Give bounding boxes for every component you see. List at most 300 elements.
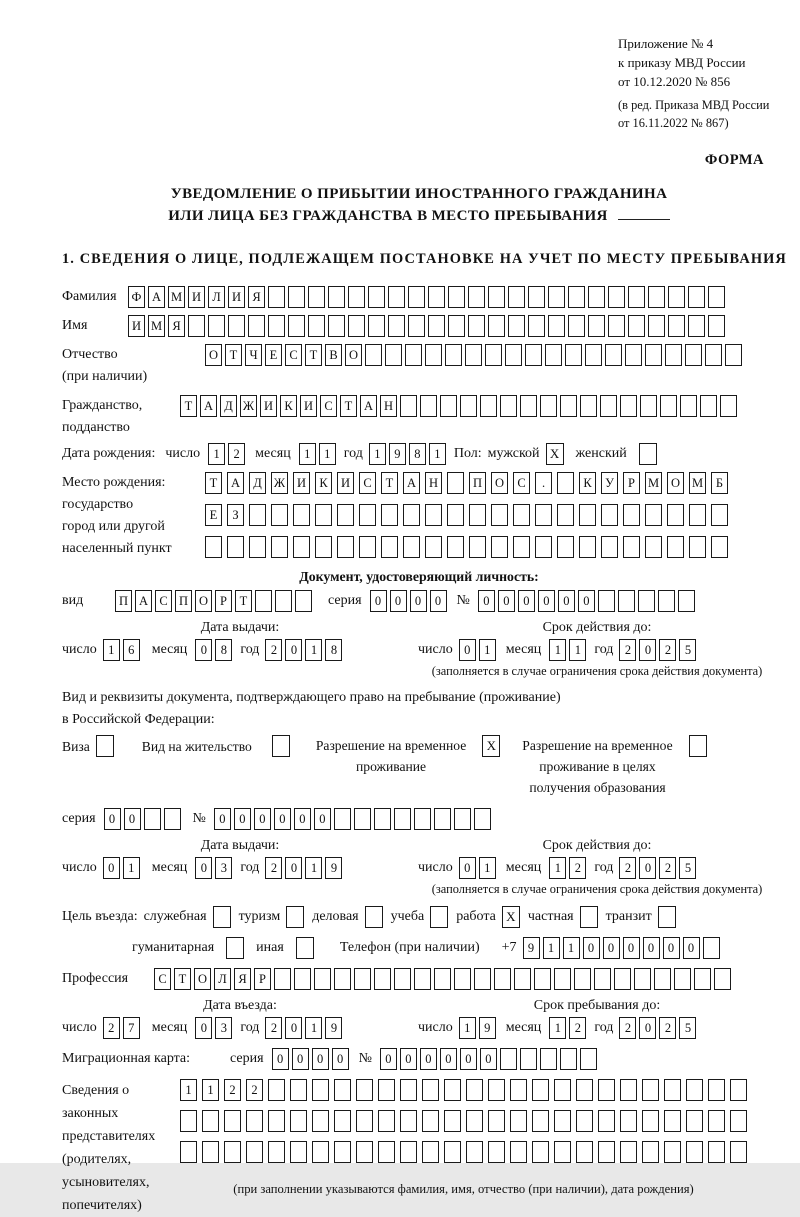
cell[interactable]: У xyxy=(601,472,618,494)
cell[interactable] xyxy=(532,1110,549,1132)
cell[interactable] xyxy=(678,590,695,612)
cell[interactable]: 8 xyxy=(215,639,232,661)
cell[interactable] xyxy=(554,1141,571,1163)
cell[interactable] xyxy=(598,590,615,612)
cell[interactable]: 0 xyxy=(294,808,311,830)
cell[interactable]: Т xyxy=(205,472,222,494)
cell[interactable]: 5 xyxy=(679,857,696,879)
cell[interactable]: 1 xyxy=(305,639,322,661)
surname-cells[interactable] xyxy=(128,286,725,308)
cell[interactable]: Т xyxy=(305,344,322,366)
patronymic-cells[interactable] xyxy=(205,344,742,366)
cell[interactable] xyxy=(576,1110,593,1132)
residence-valid-year-cells[interactable] xyxy=(619,857,696,879)
cell[interactable]: А xyxy=(148,286,165,308)
cell[interactable] xyxy=(428,286,445,308)
cell[interactable]: 9 xyxy=(523,937,540,959)
cell[interactable] xyxy=(711,504,728,526)
cell[interactable] xyxy=(708,1079,725,1101)
cell[interactable]: Л xyxy=(214,968,231,990)
cell[interactable]: 0 xyxy=(400,1048,417,1070)
cell[interactable]: С xyxy=(285,344,302,366)
cell[interactable]: 1 xyxy=(123,857,140,879)
cell[interactable]: Е xyxy=(265,344,282,366)
cell[interactable]: Ф xyxy=(128,286,145,308)
cell[interactable] xyxy=(224,1110,241,1132)
cell[interactable]: 1 xyxy=(563,937,580,959)
cell[interactable] xyxy=(648,286,665,308)
cell[interactable]: 0 xyxy=(254,808,271,830)
cell[interactable]: 0 xyxy=(663,937,680,959)
cell[interactable] xyxy=(645,536,662,558)
cell[interactable] xyxy=(508,286,525,308)
cell[interactable]: Т xyxy=(340,395,357,417)
cell[interactable] xyxy=(488,286,505,308)
cell[interactable]: 1 xyxy=(543,937,560,959)
cell[interactable]: 0 xyxy=(274,808,291,830)
cell[interactable] xyxy=(634,968,651,990)
cell[interactable] xyxy=(491,536,508,558)
cell[interactable] xyxy=(689,536,706,558)
cell[interactable] xyxy=(545,344,562,366)
cell[interactable] xyxy=(601,504,618,526)
cell[interactable]: 2 xyxy=(246,1079,263,1101)
cell[interactable] xyxy=(144,808,161,830)
visa-checkbox[interactable] xyxy=(96,735,114,757)
cell[interactable]: О xyxy=(491,472,508,494)
profession-cells[interactable] xyxy=(154,968,731,990)
cell[interactable]: 2 xyxy=(569,857,586,879)
cell[interactable]: 8 xyxy=(325,639,342,661)
cell[interactable]: 2 xyxy=(619,639,636,661)
cell[interactable] xyxy=(688,315,705,337)
cell[interactable]: 2 xyxy=(265,1017,282,1039)
cell[interactable]: П xyxy=(175,590,192,612)
migration-card-number-cells[interactable] xyxy=(380,1048,597,1070)
cell[interactable] xyxy=(422,1110,439,1132)
identity-issue-year-cells[interactable] xyxy=(265,639,342,661)
cell[interactable]: С xyxy=(359,472,376,494)
entry-year-cells[interactable] xyxy=(265,1017,342,1039)
cell[interactable]: 0 xyxy=(623,937,640,959)
cell[interactable]: К xyxy=(579,472,596,494)
cell[interactable] xyxy=(594,968,611,990)
cell[interactable]: 0 xyxy=(272,1048,289,1070)
cell[interactable] xyxy=(408,315,425,337)
cell[interactable] xyxy=(730,1110,747,1132)
cell[interactable] xyxy=(202,1110,219,1132)
stay-year-cells[interactable] xyxy=(619,1017,696,1039)
cell[interactable] xyxy=(394,808,411,830)
cell[interactable] xyxy=(294,968,311,990)
cell[interactable] xyxy=(188,315,205,337)
cell[interactable] xyxy=(400,1141,417,1163)
cell[interactable] xyxy=(315,536,332,558)
cell[interactable] xyxy=(414,968,431,990)
cell[interactable] xyxy=(466,1141,483,1163)
cell[interactable] xyxy=(513,504,530,526)
cell[interactable]: 1 xyxy=(569,639,586,661)
identity-valid-year-cells[interactable] xyxy=(619,639,696,661)
birth-year-cells[interactable] xyxy=(369,443,446,465)
cell[interactable] xyxy=(468,286,485,308)
cell[interactable] xyxy=(520,1048,537,1070)
cell[interactable] xyxy=(466,1079,483,1101)
cell[interactable] xyxy=(354,968,371,990)
cell[interactable] xyxy=(249,504,266,526)
stay-month-cells[interactable] xyxy=(549,1017,586,1039)
cell[interactable] xyxy=(667,536,684,558)
cell[interactable] xyxy=(720,395,737,417)
cell[interactable] xyxy=(348,315,365,337)
cell[interactable]: 0 xyxy=(603,937,620,959)
cell[interactable] xyxy=(580,395,597,417)
cell[interactable] xyxy=(568,286,585,308)
cell[interactable]: 0 xyxy=(195,639,212,661)
cell[interactable]: Л xyxy=(208,286,225,308)
cell[interactable] xyxy=(620,1110,637,1132)
cell[interactable] xyxy=(288,286,305,308)
cell[interactable] xyxy=(568,315,585,337)
cell[interactable]: 1 xyxy=(305,857,322,879)
cell[interactable] xyxy=(628,315,645,337)
cell[interactable] xyxy=(598,1079,615,1101)
cell[interactable]: Б xyxy=(711,472,728,494)
cell[interactable] xyxy=(434,968,451,990)
citizenship-cells[interactable] xyxy=(180,395,737,417)
cell[interactable] xyxy=(314,968,331,990)
cell[interactable] xyxy=(665,344,682,366)
cell[interactable]: Я xyxy=(248,286,265,308)
residence-issue-year-cells[interactable] xyxy=(265,857,342,879)
cell[interactable]: Т xyxy=(235,590,252,612)
cell[interactable] xyxy=(557,536,574,558)
cell[interactable] xyxy=(293,536,310,558)
cell[interactable] xyxy=(348,286,365,308)
cell[interactable] xyxy=(598,1141,615,1163)
cell[interactable]: 1 xyxy=(180,1079,197,1101)
cell[interactable]: Р xyxy=(623,472,640,494)
cell[interactable] xyxy=(434,808,451,830)
cell[interactable] xyxy=(686,1110,703,1132)
cell[interactable]: Т xyxy=(180,395,197,417)
cell[interactable] xyxy=(356,1110,373,1132)
residence-permit-checkbox[interactable] xyxy=(272,735,290,757)
cell[interactable] xyxy=(491,504,508,526)
cell[interactable] xyxy=(708,1141,725,1163)
cell[interactable]: 2 xyxy=(265,857,282,879)
cell[interactable] xyxy=(560,1048,577,1070)
cell[interactable]: О xyxy=(194,968,211,990)
cell[interactable]: Я xyxy=(234,968,251,990)
cell[interactable] xyxy=(290,1079,307,1101)
cell[interactable] xyxy=(488,1079,505,1101)
cell[interactable] xyxy=(642,1079,659,1101)
cell[interactable]: Ж xyxy=(240,395,257,417)
cell[interactable] xyxy=(422,1079,439,1101)
cell[interactable] xyxy=(359,536,376,558)
cell[interactable] xyxy=(374,808,391,830)
cell[interactable] xyxy=(425,504,442,526)
cell[interactable] xyxy=(588,315,605,337)
cell[interactable] xyxy=(645,504,662,526)
cell[interactable] xyxy=(447,472,464,494)
cell[interactable]: М xyxy=(689,472,706,494)
cell[interactable]: Т xyxy=(225,344,242,366)
cell[interactable]: И xyxy=(128,315,145,337)
cell[interactable] xyxy=(405,344,422,366)
cell[interactable] xyxy=(403,536,420,558)
cell[interactable]: 1 xyxy=(103,639,120,661)
cell[interactable] xyxy=(708,286,725,308)
cell[interactable] xyxy=(528,315,545,337)
cell[interactable]: Ч xyxy=(245,344,262,366)
cell[interactable]: С xyxy=(155,590,172,612)
cell[interactable] xyxy=(640,395,657,417)
cell[interactable] xyxy=(469,504,486,526)
cell[interactable]: 2 xyxy=(619,1017,636,1039)
cell[interactable] xyxy=(554,968,571,990)
cell[interactable] xyxy=(444,1141,461,1163)
cell[interactable]: О xyxy=(205,344,222,366)
cell[interactable] xyxy=(334,1110,351,1132)
purpose-tourism-checkbox[interactable] xyxy=(286,906,304,928)
cell[interactable] xyxy=(505,344,522,366)
cell[interactable] xyxy=(554,1110,571,1132)
cell[interactable] xyxy=(425,536,442,558)
cell[interactable]: 0 xyxy=(538,590,555,612)
cell[interactable] xyxy=(400,395,417,417)
cell[interactable] xyxy=(725,344,742,366)
cell[interactable] xyxy=(540,1048,557,1070)
cell[interactable]: 5 xyxy=(679,639,696,661)
cell[interactable]: К xyxy=(315,472,332,494)
identity-issue-month-cells[interactable] xyxy=(195,639,232,661)
cell[interactable] xyxy=(274,968,291,990)
cell[interactable] xyxy=(228,315,245,337)
cell[interactable] xyxy=(381,536,398,558)
cell[interactable]: Р xyxy=(215,590,232,612)
cell[interactable] xyxy=(227,536,244,558)
cell[interactable]: 0 xyxy=(518,590,535,612)
cell[interactable] xyxy=(664,1079,681,1101)
cell[interactable]: 0 xyxy=(558,590,575,612)
cell[interactable]: Я xyxy=(168,315,185,337)
cell[interactable] xyxy=(525,344,542,366)
cell[interactable] xyxy=(337,536,354,558)
cell[interactable] xyxy=(359,504,376,526)
cell[interactable]: М xyxy=(168,286,185,308)
purpose-transit-checkbox[interactable] xyxy=(658,906,676,928)
residence-issue-month-cells[interactable] xyxy=(195,857,232,879)
guardians-cells-row1[interactable] xyxy=(180,1079,747,1101)
cell[interactable]: И xyxy=(228,286,245,308)
cell[interactable] xyxy=(658,590,675,612)
guardians-cells-row3[interactable] xyxy=(180,1141,747,1163)
cell[interactable] xyxy=(460,395,477,417)
cell[interactable] xyxy=(447,504,464,526)
cell[interactable]: 1 xyxy=(299,443,316,465)
cell[interactable] xyxy=(685,344,702,366)
cell[interactable] xyxy=(465,344,482,366)
cell[interactable] xyxy=(648,315,665,337)
cell[interactable] xyxy=(378,1079,395,1101)
birthplace-cells-row2[interactable] xyxy=(205,504,728,526)
cell[interactable]: 0 xyxy=(370,590,387,612)
cell[interactable] xyxy=(554,1079,571,1101)
cell[interactable] xyxy=(394,968,411,990)
cell[interactable]: 2 xyxy=(224,1079,241,1101)
birthplace-cells-row1[interactable] xyxy=(205,472,728,494)
cell[interactable] xyxy=(664,1110,681,1132)
cell[interactable]: 0 xyxy=(214,808,231,830)
cell[interactable]: О xyxy=(345,344,362,366)
cell[interactable] xyxy=(328,315,345,337)
cell[interactable]: И xyxy=(260,395,277,417)
cell[interactable] xyxy=(605,344,622,366)
cell[interactable] xyxy=(290,1110,307,1132)
birth-day-cells[interactable] xyxy=(208,443,245,465)
cell[interactable] xyxy=(520,395,537,417)
cell[interactable] xyxy=(378,1141,395,1163)
cell[interactable] xyxy=(180,1141,197,1163)
cell[interactable] xyxy=(680,395,697,417)
cell[interactable] xyxy=(660,395,677,417)
cell[interactable] xyxy=(510,1141,527,1163)
cell[interactable] xyxy=(528,286,545,308)
cell[interactable] xyxy=(705,344,722,366)
cell[interactable]: 0 xyxy=(459,857,476,879)
female-checkbox[interactable] xyxy=(639,443,657,465)
cell[interactable]: 0 xyxy=(285,857,302,879)
cell[interactable] xyxy=(608,286,625,308)
cell[interactable] xyxy=(334,1141,351,1163)
cell[interactable]: 7 xyxy=(123,1017,140,1039)
cell[interactable] xyxy=(447,536,464,558)
cell[interactable]: Т xyxy=(381,472,398,494)
cell[interactable] xyxy=(474,808,491,830)
cell[interactable]: 0 xyxy=(420,1048,437,1070)
purpose-humanitarian-checkbox[interactable] xyxy=(226,937,244,959)
cell[interactable]: Ж xyxy=(271,472,288,494)
cell[interactable] xyxy=(205,536,222,558)
cell[interactable] xyxy=(540,395,557,417)
cell[interactable] xyxy=(623,536,640,558)
cell[interactable] xyxy=(598,1110,615,1132)
cell[interactable] xyxy=(468,315,485,337)
cell[interactable] xyxy=(428,315,445,337)
cell[interactable] xyxy=(500,395,517,417)
cell[interactable] xyxy=(374,968,391,990)
identity-valid-day-cells[interactable] xyxy=(459,639,496,661)
cell[interactable] xyxy=(295,590,312,612)
cell[interactable] xyxy=(249,536,266,558)
cell[interactable]: 1 xyxy=(549,857,566,879)
cell[interactable]: 0 xyxy=(312,1048,329,1070)
cell[interactable] xyxy=(368,286,385,308)
cell[interactable]: 0 xyxy=(430,590,447,612)
cell[interactable] xyxy=(711,536,728,558)
cell[interactable]: Д xyxy=(220,395,237,417)
cell[interactable]: 0 xyxy=(124,808,141,830)
cell[interactable] xyxy=(614,968,631,990)
cell[interactable]: З xyxy=(227,504,244,526)
cell[interactable] xyxy=(480,395,497,417)
cell[interactable]: 1 xyxy=(479,639,496,661)
cell[interactable]: 1 xyxy=(208,443,225,465)
cell[interactable] xyxy=(510,1079,527,1101)
cell[interactable]: Н xyxy=(425,472,442,494)
purpose-work-checkbox[interactable]: X xyxy=(502,906,520,928)
cell[interactable]: 0 xyxy=(478,590,495,612)
cell[interactable] xyxy=(654,968,671,990)
cell[interactable] xyxy=(714,968,731,990)
cell[interactable] xyxy=(485,344,502,366)
cell[interactable]: С xyxy=(154,968,171,990)
cell[interactable] xyxy=(689,504,706,526)
cell[interactable] xyxy=(388,315,405,337)
cell[interactable] xyxy=(334,968,351,990)
cell[interactable] xyxy=(268,1141,285,1163)
cell[interactable]: И xyxy=(337,472,354,494)
cell[interactable]: 0 xyxy=(459,639,476,661)
guardians-cells-row2[interactable] xyxy=(180,1110,747,1132)
cell[interactable] xyxy=(579,504,596,526)
cell[interactable]: А xyxy=(227,472,244,494)
cell[interactable] xyxy=(535,504,552,526)
cell[interactable] xyxy=(686,1079,703,1101)
cell[interactable] xyxy=(312,1110,329,1132)
cell[interactable] xyxy=(700,395,717,417)
cell[interactable]: О xyxy=(195,590,212,612)
cell[interactable]: 3 xyxy=(215,1017,232,1039)
cell[interactable] xyxy=(585,344,602,366)
cell[interactable]: 0 xyxy=(104,808,121,830)
cell[interactable]: 2 xyxy=(103,1017,120,1039)
cell[interactable]: 0 xyxy=(683,937,700,959)
cell[interactable] xyxy=(488,1141,505,1163)
male-checkbox[interactable]: X xyxy=(546,443,564,465)
cell[interactable] xyxy=(381,504,398,526)
cell[interactable] xyxy=(202,1141,219,1163)
cell[interactable] xyxy=(308,315,325,337)
cell[interactable] xyxy=(288,315,305,337)
cell[interactable] xyxy=(466,1110,483,1132)
cell[interactable] xyxy=(445,344,462,366)
cell[interactable] xyxy=(334,1079,351,1101)
cell[interactable] xyxy=(293,504,310,526)
cell[interactable]: 1 xyxy=(549,639,566,661)
cell[interactable] xyxy=(271,536,288,558)
cell[interactable]: 2 xyxy=(659,1017,676,1039)
cell[interactable] xyxy=(600,395,617,417)
cell[interactable] xyxy=(328,286,345,308)
doc-number-cells[interactable] xyxy=(478,590,695,612)
cell[interactable]: 0 xyxy=(390,590,407,612)
cell[interactable] xyxy=(454,968,471,990)
doc-kind-cells[interactable] xyxy=(115,590,312,612)
cell[interactable] xyxy=(290,1141,307,1163)
cell[interactable]: 1 xyxy=(459,1017,476,1039)
cell[interactable]: Н xyxy=(380,395,397,417)
cell[interactable]: И xyxy=(300,395,317,417)
cell[interactable]: 6 xyxy=(123,639,140,661)
cell[interactable] xyxy=(500,1048,517,1070)
cell[interactable]: 1 xyxy=(202,1079,219,1101)
cell[interactable] xyxy=(268,286,285,308)
cell[interactable]: 1 xyxy=(479,857,496,879)
cell[interactable] xyxy=(440,395,457,417)
